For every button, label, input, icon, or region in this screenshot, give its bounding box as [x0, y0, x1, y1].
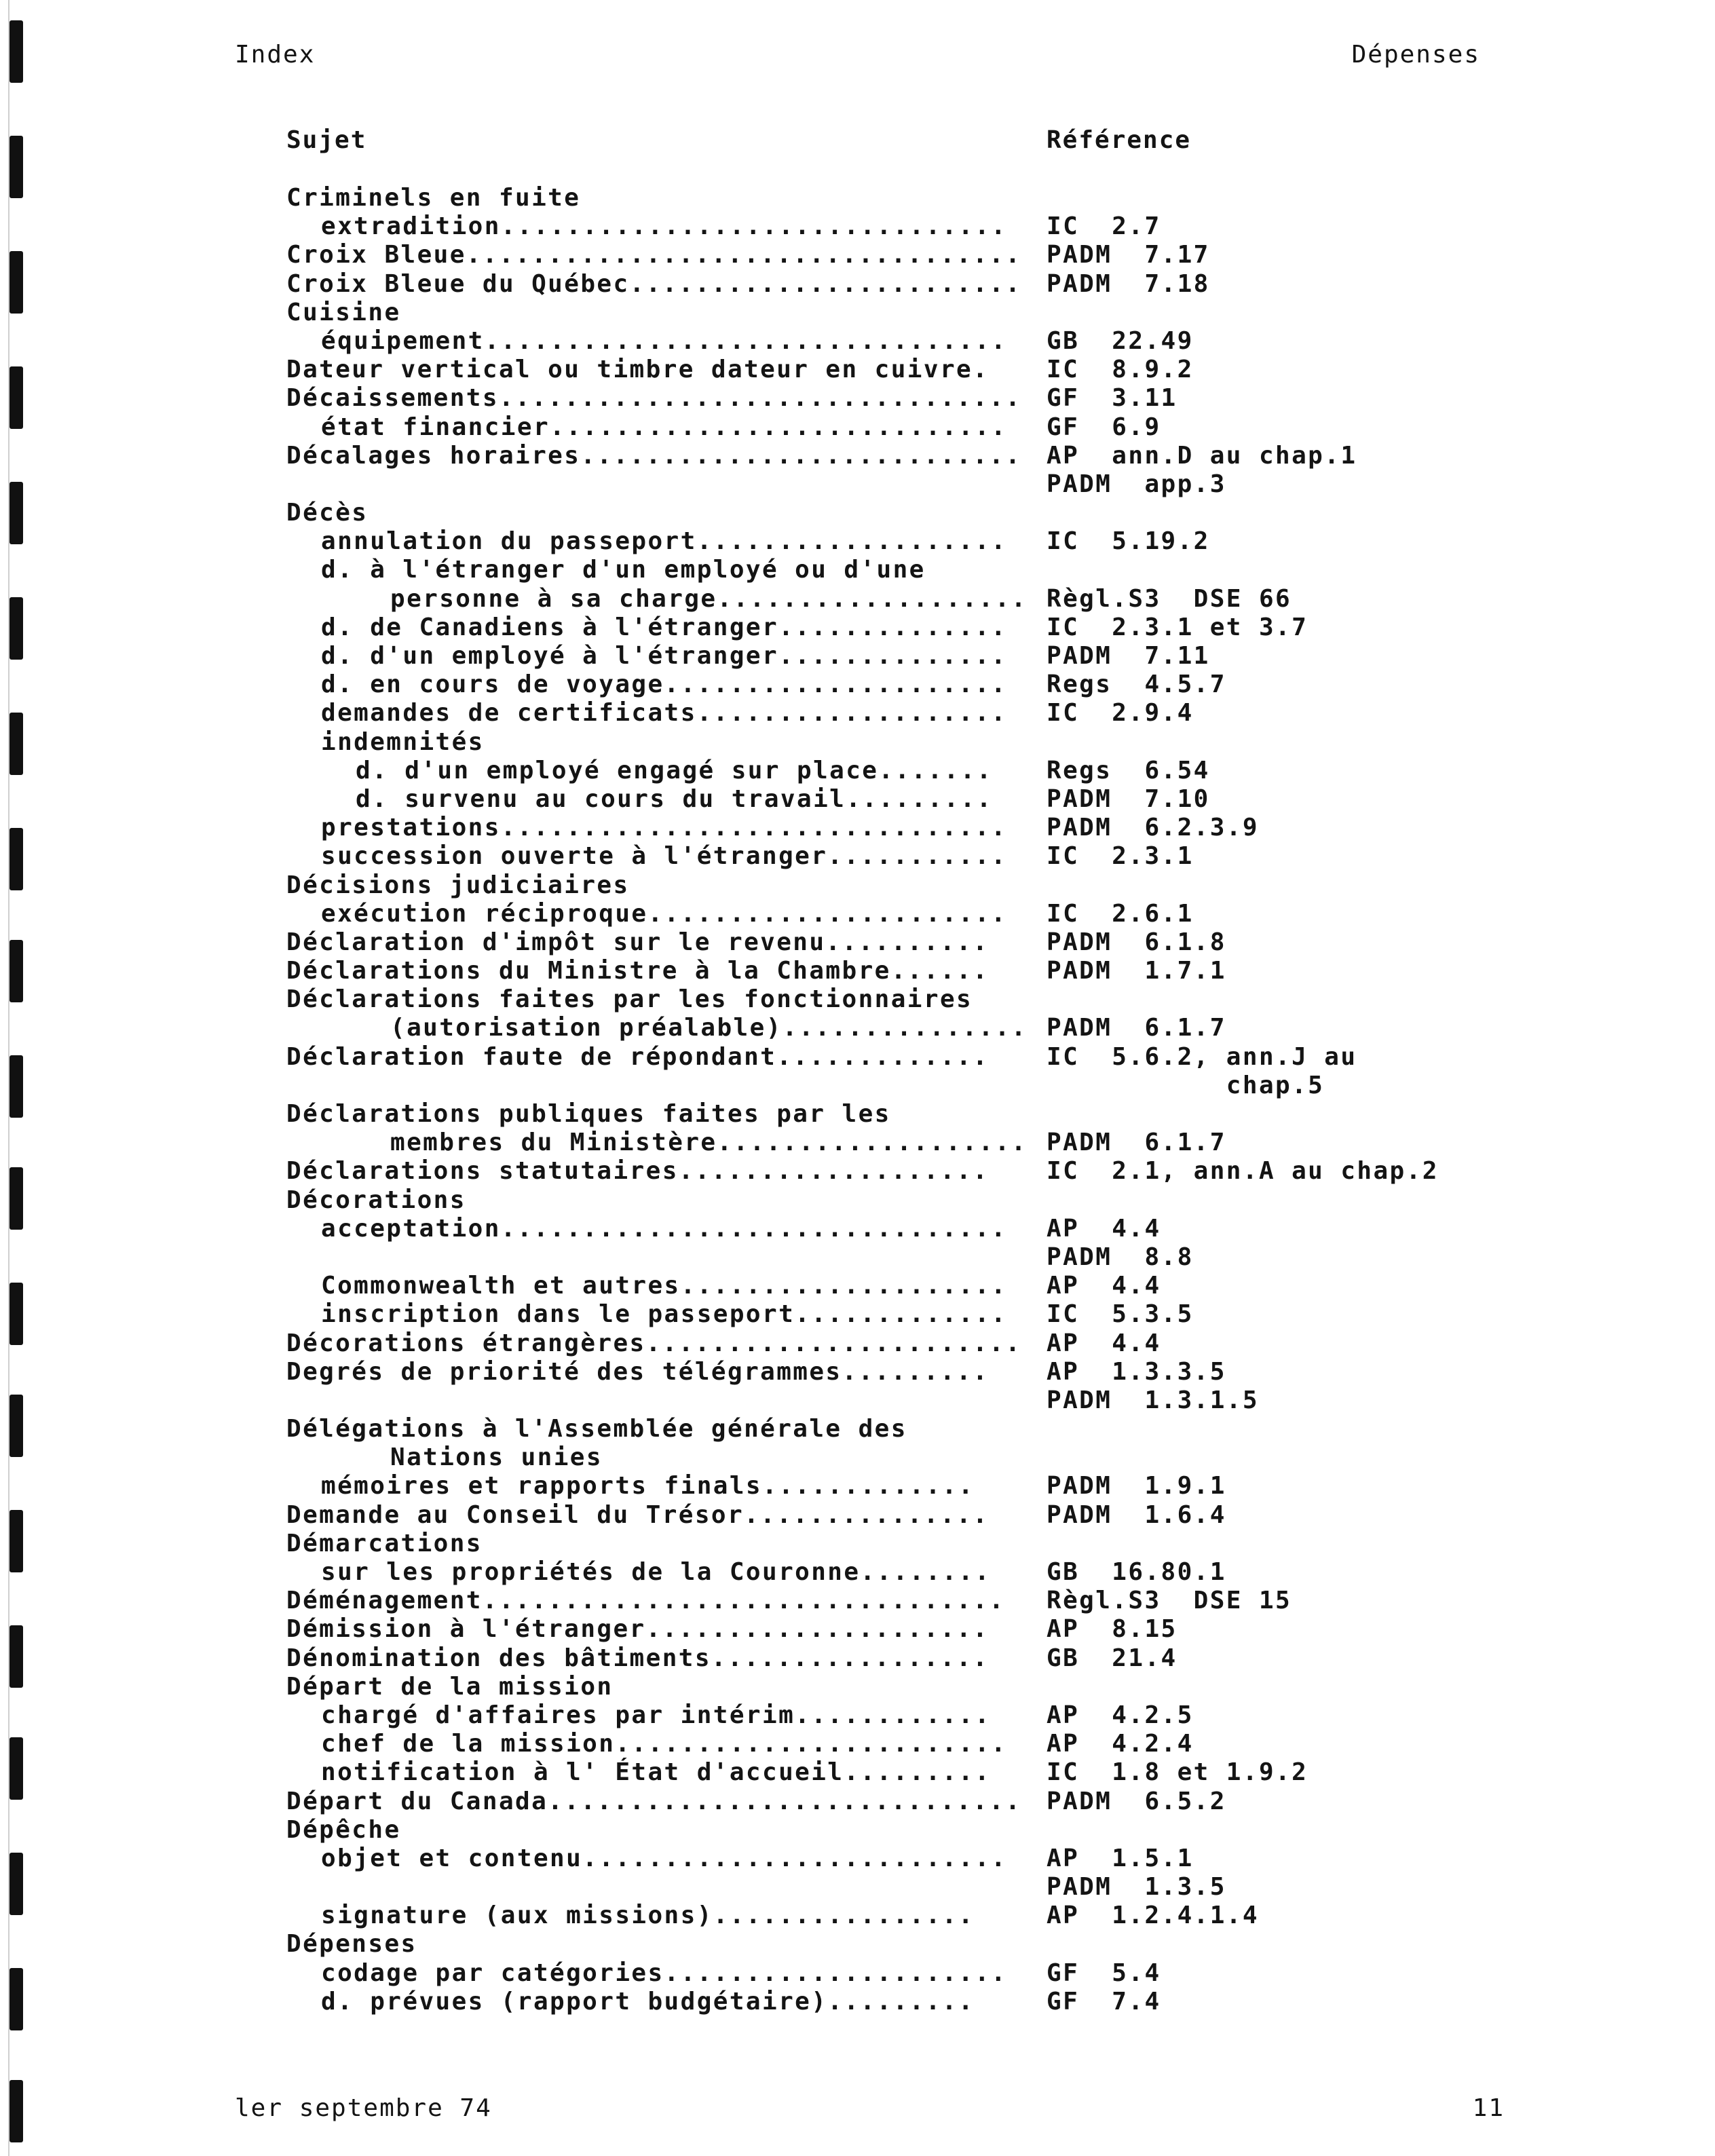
running-head-left: Index: [235, 41, 316, 69]
entry-reference: AP 8.15: [1047, 1615, 1177, 1644]
column-header-subject: Sujet: [286, 126, 367, 154]
index-entry: [286, 1673, 1576, 1701]
index-entry: [286, 900, 1576, 928]
index-entry: [286, 928, 1576, 957]
binder-hole: [10, 713, 23, 775]
entry-subject: Départ du Canada.............................: [286, 1787, 1022, 1815]
entry-reference: PADM 7.18: [1047, 269, 1210, 298]
page-number: 11: [1472, 2094, 1505, 2122]
entry-subject: Déclarations publiques faites par les: [286, 1100, 891, 1128]
index-entry: [286, 1845, 1576, 1873]
entry-reference: IC 1.8 et 1.9.2: [1047, 1758, 1308, 1787]
binder-hole: [10, 2080, 23, 2142]
index-entry: [286, 1558, 1576, 1587]
entry-subject: Délégations à l'Assemblée générale des: [286, 1415, 907, 1443]
index-entry: [286, 1157, 1576, 1186]
entry-reference: PADM 6.5.2: [1047, 1787, 1226, 1815]
index-entry: [286, 1186, 1576, 1215]
index-entry: [286, 1129, 1576, 1157]
index-entry: [286, 842, 1576, 871]
entry-reference: PADM 1.7.1: [1047, 957, 1226, 985]
entry-reference: Regs 6.54: [1047, 756, 1210, 784]
entry-reference: chap.5: [1047, 1071, 1325, 1099]
entry-subject: Dépenses: [286, 1930, 417, 1959]
entry-reference: Règl.S3 DSE 66: [1047, 584, 1292, 613]
entry-reference: Regs 4.5.7: [1047, 670, 1226, 699]
index-entry: [286, 957, 1576, 985]
index-entry: [286, 1701, 1576, 1730]
entry-subject: chef de la mission........................: [321, 1730, 1008, 1758]
entry-reference: IC 2.7: [1047, 212, 1161, 241]
entry-subject: objet et contenu..........................: [321, 1844, 1008, 1872]
binder-hole: [10, 1167, 23, 1230]
entry-reference: AP 4.4: [1047, 1214, 1161, 1243]
entry-reference: IC 2.6.1: [1047, 899, 1194, 928]
entry-reference: IC 2.1, ann.A au chap.2: [1047, 1157, 1439, 1186]
entry-subject: Degrés de priorité des télégrammes.........: [286, 1357, 990, 1386]
index-entry: [286, 814, 1576, 842]
entry-reference: GF 7.4: [1047, 1987, 1161, 2016]
entry-reference: PADM 6.1.7: [1047, 1014, 1226, 1042]
entry-subject: Dépêche: [286, 1815, 401, 1844]
binder-hole: [10, 1853, 23, 1915]
binder-hole: [10, 1737, 23, 1800]
index-entry: [286, 470, 1576, 499]
index-entry: [286, 356, 1576, 384]
entry-subject: Dénomination des bâtiments.................: [286, 1644, 990, 1672]
entry-subject: Décalages horaires...........................: [286, 441, 1022, 470]
entry-subject: d. d'un employé engagé sur place.......: [356, 756, 993, 784]
entry-subject: succession ouverte à l'étranger...........: [321, 842, 1008, 871]
entry-subject: personne à sa charge...................: [390, 584, 1028, 613]
entry-reference: PADM app.3: [1047, 470, 1226, 498]
entry-subject: signature (aux missions)................: [321, 1902, 975, 1930]
index-entry: [286, 1215, 1576, 1243]
binder-hole: [10, 1510, 23, 1572]
entry-subject: demandes de certificats...................: [321, 699, 1008, 727]
entry-reference: PADM 1.6.4: [1047, 1500, 1226, 1529]
index-entry: [286, 327, 1576, 356]
entry-reference: GB 21.4: [1047, 1644, 1177, 1672]
index-entry: [286, 642, 1576, 670]
entry-subject: Croix Bleue..................................: [286, 241, 1022, 269]
entry-reference: GB 22.49: [1047, 326, 1194, 355]
index-entry: [286, 270, 1576, 299]
entry-subject: d. survenu au cours du travail.........: [356, 784, 993, 813]
index-entries: [286, 184, 1576, 2016]
entry-subject: Déclarations du Ministre à la Chambre......: [286, 957, 990, 985]
entry-subject: Décisions judiciaires: [286, 871, 630, 899]
entry-reference: Règl.S3 DSE 15: [1047, 1587, 1292, 1615]
entry-subject: Demande au Conseil du Trésor...............: [286, 1500, 990, 1529]
binder-hole: [10, 828, 23, 890]
binder-hole: [10, 1625, 23, 1688]
entry-subject: d. à l'étranger d'un employé ou d'une: [321, 556, 926, 584]
binder-hole: [10, 136, 23, 198]
entry-subject: Croix Bleue du Québec........................: [286, 269, 1022, 298]
entry-reference: PADM 7.17: [1047, 241, 1210, 269]
index-entry: [286, 1615, 1576, 1644]
index-entry: [286, 1788, 1576, 1816]
index-entry: [286, 1730, 1576, 1758]
entry-subject: chargé d'affaires par intérim............: [321, 1701, 992, 1729]
index-entry: [286, 1415, 1576, 1443]
index-entry: [286, 670, 1576, 699]
entry-subject: d. d'un employé à l'étranger..............: [321, 642, 1008, 670]
entry-reference: AP 1.2.4.1.4: [1047, 1902, 1259, 1930]
entry-reference: PADM 6.1.8: [1047, 928, 1226, 956]
entry-subject: d. de Canadiens à l'étranger..............: [321, 613, 1008, 641]
entry-subject: d. prévues (rapport budgétaire).........: [321, 1987, 975, 2016]
index-entry: [286, 241, 1576, 269]
entry-subject: Décorations étrangères.......................: [286, 1329, 1022, 1357]
entry-reference: AP 4.4: [1047, 1329, 1161, 1357]
binder-holes: [7, 0, 31, 2156]
index-entry: [286, 527, 1576, 556]
entry-subject: codage par catégories.....................: [321, 1959, 1008, 1987]
binder-hole: [10, 251, 23, 314]
entry-subject: acceptation...............................: [321, 1214, 1008, 1243]
entry-reference: PADM 1.3.1.5: [1047, 1386, 1259, 1414]
index-entry: [286, 1758, 1576, 1787]
index-entry: [286, 1272, 1576, 1300]
binder-hole: [10, 1968, 23, 2030]
binder-hole: [10, 482, 23, 544]
binder-hole: [10, 1283, 23, 1345]
binder-hole: [10, 1395, 23, 1457]
entry-subject: état financier............................: [321, 413, 1008, 441]
entry-subject: Démission à l'étranger.....................: [286, 1615, 990, 1644]
index-entry: [286, 699, 1576, 727]
entry-subject: exécution réciproque......................: [321, 899, 1008, 928]
index-entry: [286, 1930, 1576, 1959]
binder-hole: [10, 1055, 23, 1118]
entry-subject: Criminels en fuite: [286, 184, 581, 212]
entry-reference: IC 2.9.4: [1047, 699, 1194, 727]
index-entry: [286, 413, 1576, 442]
entry-subject: mémoires et rapports finals.............: [321, 1472, 975, 1500]
entry-reference: IC 8.9.2: [1047, 356, 1194, 384]
index-entry: [286, 1300, 1576, 1329]
index-entry: [286, 1472, 1576, 1500]
index-entry: [286, 556, 1576, 584]
index-entry: [286, 1902, 1576, 1930]
footer-date: ler septembre 74: [235, 2094, 492, 2122]
index-entry: [286, 1959, 1576, 1988]
entry-subject: annulation du passeport...................: [321, 527, 1008, 556]
index-entry: [286, 1100, 1576, 1129]
index-entry: [286, 499, 1576, 527]
index-entry: [286, 384, 1576, 413]
entry-reference: AP 1.3.3.5: [1047, 1357, 1226, 1386]
index-entry: [286, 1443, 1576, 1472]
entry-subject: Démarcations: [286, 1529, 483, 1557]
entry-subject: Nations unies: [390, 1443, 603, 1472]
index-entry: [286, 585, 1576, 613]
index-entry: [286, 1587, 1576, 1615]
entry-reference: IC 5.19.2: [1047, 527, 1210, 556]
entry-reference: PADM 8.8: [1047, 1243, 1194, 1271]
entry-subject: sur les propriétés de la Couronne........: [321, 1558, 992, 1586]
binder-hole: [10, 20, 23, 83]
entry-reference: PADM 7.10: [1047, 784, 1210, 813]
entry-subject: Décaissements................................: [286, 384, 1022, 413]
index-entry: [286, 1072, 1576, 1100]
index-entry: [286, 184, 1576, 212]
entry-subject: Déclaration d'impôt sur le revenu..........: [286, 928, 990, 956]
entry-subject: notification à l' État d'accueil.........: [321, 1758, 992, 1787]
index-entry: [286, 212, 1576, 241]
binder-hole: [10, 366, 23, 429]
index-entry: [286, 985, 1576, 1014]
index-entry: [286, 1873, 1576, 1902]
entry-reference: IC 2.3.1 et 3.7: [1047, 613, 1308, 641]
index-entry: [286, 1043, 1576, 1072]
entry-reference: GF 3.11: [1047, 384, 1177, 413]
entry-subject: Décès: [286, 499, 369, 527]
entry-reference: GB 16.80.1: [1047, 1558, 1226, 1586]
index-entry: [286, 785, 1576, 814]
entry-subject: inscription dans le passeport.............: [321, 1300, 1008, 1329]
entry-subject: d. en cours de voyage.....................: [321, 670, 1008, 699]
entry-subject: Déclaration faute de répondant.............: [286, 1042, 990, 1071]
index-entry: [286, 757, 1576, 785]
column-header-reference: Référence: [1047, 126, 1192, 154]
entry-reference: AP 4.4: [1047, 1272, 1161, 1300]
entry-reference: PADM 6.2.3.9: [1047, 814, 1259, 842]
entry-reference: AP 4.2.5: [1047, 1701, 1194, 1729]
entry-subject: Dateur vertical ou timbre dateur en cuivre.: [286, 356, 990, 384]
entry-subject: équipement................................: [321, 326, 1008, 355]
binder-hole: [10, 940, 23, 1002]
entry-reference: GF 6.9: [1047, 413, 1161, 441]
entry-subject: Déclarations statutaires...................: [286, 1157, 990, 1186]
entry-reference: IC 5.3.5: [1047, 1300, 1194, 1329]
entry-subject: indemnités: [321, 727, 485, 756]
entry-reference: AP 4.2.4: [1047, 1730, 1194, 1758]
index-entry: [286, 1386, 1576, 1415]
entry-reference: PADM 1.3.5: [1047, 1873, 1226, 1902]
index-entry: [286, 1816, 1576, 1845]
entry-subject: Départ de la mission: [286, 1672, 614, 1701]
entry-subject: prestations...............................: [321, 814, 1008, 842]
index-entry: [286, 299, 1576, 327]
entry-subject: (autorisation préalable)...............: [390, 1014, 1028, 1042]
binder-hole: [10, 597, 23, 660]
entry-reference: PADM 1.9.1: [1047, 1472, 1226, 1500]
entry-subject: Commonwealth et autres....................: [321, 1272, 1008, 1300]
entry-reference: IC 2.3.1: [1047, 842, 1194, 871]
index-entry: [286, 871, 1576, 900]
index-entry: [286, 613, 1576, 642]
entry-subject: Cuisine: [286, 298, 401, 326]
entry-subject: Déménagement................................: [286, 1587, 1006, 1615]
running-head-right: Dépenses: [1351, 41, 1480, 69]
entry-reference: PADM 7.11: [1047, 642, 1210, 670]
entry-reference: AP 1.5.1: [1047, 1844, 1194, 1872]
index-entry: [286, 1358, 1576, 1386]
index-entry: [286, 1329, 1576, 1358]
entry-reference: IC 5.6.2, ann.J au: [1047, 1042, 1357, 1071]
index-entry: [286, 442, 1576, 470]
index-entry: [286, 1644, 1576, 1673]
entry-subject: extradition...............................: [321, 212, 1008, 241]
index-entry: [286, 1530, 1576, 1558]
entry-subject: Décorations: [286, 1186, 466, 1214]
index-entry: [286, 1243, 1576, 1272]
entry-reference: PADM 6.1.7: [1047, 1129, 1226, 1157]
entry-subject: membres du Ministère...................: [390, 1129, 1028, 1157]
entry-reference: AP ann.D au chap.1: [1047, 441, 1357, 470]
index-entry: [286, 728, 1576, 757]
index-entry: [286, 1988, 1576, 2016]
index-entry: [286, 1014, 1576, 1042]
index-entry: [286, 1501, 1576, 1530]
entry-subject: Déclarations faites par les fonctionnaires: [286, 985, 973, 1014]
entry-reference: GF 5.4: [1047, 1959, 1161, 1987]
